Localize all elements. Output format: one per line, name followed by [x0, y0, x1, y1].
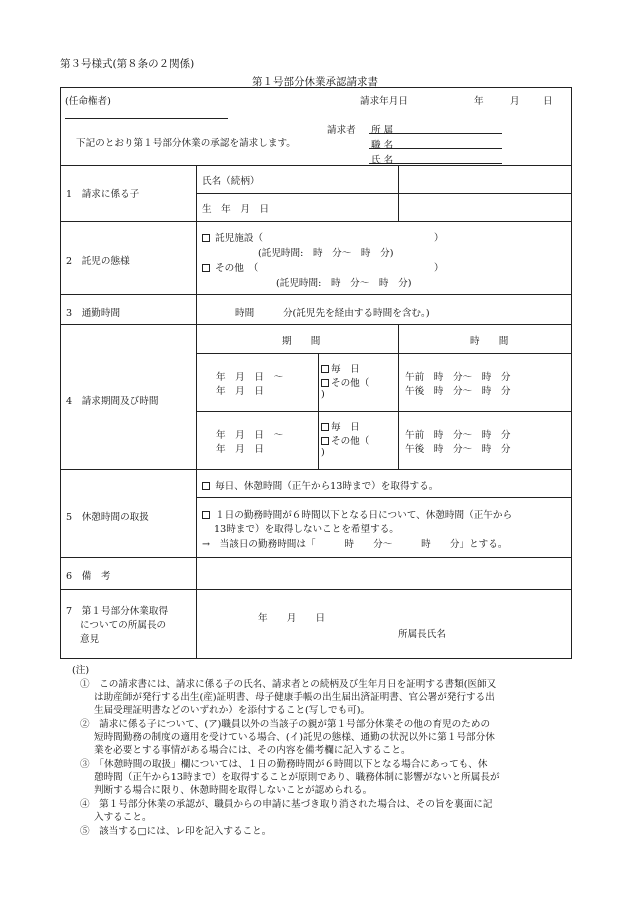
- row-divider: [196, 411, 572, 412]
- row4-label: 4 請求期間及び時間: [66, 396, 159, 407]
- row-divider: [196, 497, 572, 498]
- row1-label: 1 請求に係る子: [66, 189, 140, 200]
- opinion-date: 年 月 日: [258, 613, 326, 624]
- other-freq-checkbox[interactable]: [321, 437, 329, 445]
- break-skip-label: １日の勤務時間が６時間以下となる日について、休憩時間（正午から: [215, 510, 513, 521]
- daily-checkbox[interactable]: [321, 423, 329, 431]
- row-divider: [60, 165, 572, 166]
- time1-pm: 午後 時 分～ 時 分: [405, 386, 511, 397]
- other-option-label: その他 （: [215, 263, 259, 274]
- name-field[interactable]: [369, 163, 502, 164]
- period2-end: 年 月 日: [216, 444, 264, 455]
- freq2-other: [321, 433, 369, 447]
- break-daily-label: 毎日、休憩時間（正午から13時まで）を取得する。: [215, 481, 439, 492]
- break-skip-checkbox[interactable]: [202, 511, 210, 519]
- other-freq-checkbox[interactable]: [321, 379, 329, 387]
- childcare-other-option: [202, 260, 258, 274]
- period2-start: 年 月 日 ～: [216, 430, 284, 441]
- note-2: ② 請求に係る子について、(ア)職員以外の当該子の親が第１号部分休業その他の育児のための: [80, 719, 491, 730]
- row-divider: [60, 469, 572, 470]
- row7-label-line3: 意見: [80, 634, 100, 645]
- row-divider: [60, 557, 572, 558]
- other-time-text: (託児時間: 時 分～ 時 分): [276, 278, 412, 289]
- name-label: 氏 名: [371, 155, 394, 166]
- request-date-label: 請求年月日: [360, 96, 408, 107]
- row-divider: [196, 193, 572, 194]
- row-divider: [196, 353, 572, 354]
- daily-label: 毎 日: [331, 422, 360, 433]
- note-1: ① この請求書には、請求に係る子の氏名、請求者との続柄及び生年月日を証明する書類(医師又: [80, 679, 497, 690]
- note-3: ③ 「休憩時間の取扱」欄については、１日の勤務時間が６時間以下となる場合にあっても、休: [80, 759, 488, 770]
- other-close-paren: ）: [434, 263, 444, 274]
- freq1-other: [321, 375, 369, 389]
- document-title: 第１号部分休業承認請求書: [252, 76, 378, 88]
- row7-label-line2: についての所属長の: [80, 620, 167, 631]
- applicant-label: 請求者: [327, 125, 356, 136]
- request-statement: 下記のとおり第１号部分休業の承認を請求します。: [76, 138, 296, 149]
- notes-heading: (注): [72, 665, 90, 676]
- period-header: 期 間: [282, 336, 321, 347]
- freq2-close: ): [321, 447, 325, 458]
- column-divider: [196, 165, 197, 659]
- facility-time-text: (託児時間: 時 分～ 時 分): [258, 248, 394, 259]
- other-freq-label: その他（: [331, 378, 370, 389]
- form-number: 第３号様式(第８条の２関係): [60, 58, 195, 70]
- freq2-daily: [321, 419, 360, 433]
- break-daily-checkbox[interactable]: [202, 482, 210, 490]
- note-4-cont: 入すること。: [94, 812, 152, 823]
- time2-pm: 午後 時 分～ 時 分: [405, 444, 511, 455]
- row2-label: 2 託児の態様: [66, 256, 130, 267]
- affiliation-label: 所 属: [371, 125, 394, 136]
- row-divider: [60, 294, 572, 295]
- daily-checkbox[interactable]: [321, 365, 329, 373]
- row6-label: 6 備 考: [66, 571, 111, 582]
- supervisor-name-label: 所属長氏名: [398, 629, 446, 640]
- time1-am: 午前 時 分～ 時 分: [405, 372, 511, 383]
- break-skip-option: [202, 507, 512, 521]
- position-field[interactable]: [369, 148, 502, 149]
- work-hours-line: → 当該日の勤務時間は「 時 分～ 時 分」とする。: [202, 539, 508, 550]
- column-divider: [318, 353, 319, 469]
- commute-time-text: 時間 分(託児先を経由する時間を含む。): [235, 308, 430, 319]
- freq1-close: ): [321, 389, 325, 400]
- period1-end: 年 月 日: [216, 386, 264, 397]
- other-checkbox[interactable]: [202, 264, 210, 272]
- childcare-facility-option: [202, 230, 263, 244]
- facility-option-label: 託児施設（: [215, 233, 264, 244]
- time-header: 時 間: [470, 336, 509, 347]
- break-daily-option: [202, 478, 438, 492]
- note-3-cont: 憩時間（正午から13時まで）を取得することが原則であり、職務体制に影響がないと所属長が: [94, 772, 500, 783]
- date-year: 年: [474, 96, 484, 107]
- facility-close-paren: ）: [434, 233, 444, 244]
- other-freq-label: その他（: [331, 436, 370, 447]
- note-2-cont: 業を必要とする事情がある場合には、その内容を備考欄に記入すること。: [94, 745, 411, 756]
- column-divider: [398, 165, 399, 221]
- note-1-cont: 生届受理証明書などのいずれか）を添付すること(写しでも可)。: [94, 705, 371, 716]
- row-divider: [60, 221, 572, 222]
- note-2-cont: 短時間勤務の制度の適用を受けている場合、(イ)託児の態様、通勤の状況以外に第１号部分休: [94, 732, 495, 743]
- row-divider: [60, 589, 572, 590]
- note-5: ⑤ 該当する□には、レ印を記入すること。: [80, 826, 272, 837]
- appointer-underline: [65, 118, 228, 119]
- row7-label-line1: 7 第１号部分休業取得: [66, 606, 169, 617]
- date-day: 日: [543, 96, 553, 107]
- note-4: ④ 第１号部分休業の承認が、職員からの申請に基づき取り消された場合は、その旨を裏面に記: [80, 799, 493, 810]
- note-3-cont: 判断する場合に限り、休憩時間を取得しないことが認められる。: [94, 785, 373, 796]
- time2-am: 午前 時 分～ 時 分: [405, 430, 511, 441]
- position-label: 職 名: [371, 140, 394, 151]
- period1-start: 年 月 日 ～: [216, 372, 284, 383]
- row3-label: 3 通勤時間: [66, 308, 121, 319]
- column-divider: [398, 324, 399, 469]
- break-skip-line2: 13時まで）を取得しないことを希望する。: [214, 524, 399, 535]
- freq1-daily: [321, 361, 360, 375]
- daily-label: 毎 日: [331, 364, 360, 375]
- child-birthdate-label: 生 年 月 日: [202, 204, 270, 215]
- child-name-relation-label: 氏名（続柄）: [202, 176, 260, 187]
- row5-label: 5 休憩時間の取扱: [66, 512, 149, 523]
- appointer-label: (任命権者): [65, 96, 111, 107]
- note-1-cont: は助産師が発行する出生(産)証明書、母子健康手帳の出生届出済証明書、官公署が発行する出: [94, 692, 495, 703]
- row-divider: [60, 324, 572, 325]
- date-month: 月: [510, 96, 520, 107]
- affiliation-field[interactable]: [369, 133, 502, 134]
- facility-checkbox[interactable]: [202, 234, 210, 242]
